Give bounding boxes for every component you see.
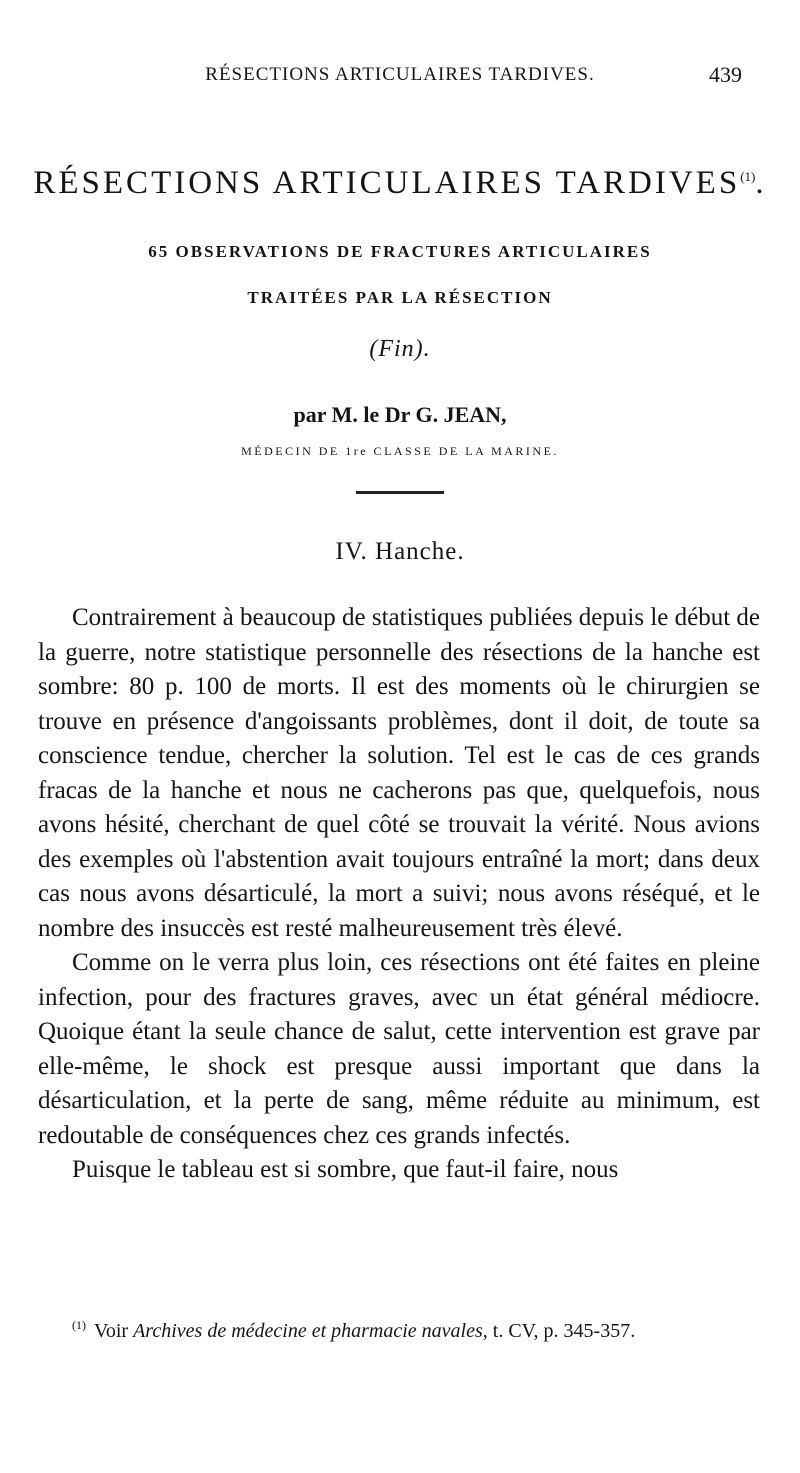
section-heading: IV. Hanche.	[335, 538, 465, 565]
running-head	[0, 62, 800, 92]
paragraph-3: Puisque le tableau est si sombre, que faut-il faire, nous	[72, 1156, 619, 1183]
subtitle-line-3: (Fin).	[369, 336, 431, 362]
footnote-prefix: Voir	[94, 1320, 129, 1342]
page-number: 439	[709, 62, 742, 87]
subtitle-line-1: 65 OBSERVATIONS DE FRACTURES ARTICULAIRES	[148, 242, 652, 261]
paragraph-1: Contrairement à beaucoup de statistiques publiées depuis le début de la guerre, notre statistique personnelle des résections de la hanche est sombre: 80 p. 100 de morts. Il est des moments où le chirurgien se trouve en présence d'angoissants problèmes, dont il doit, de toute sa conscience tendue, chercher la solution. Tel est le cas de ces grands fracas de la hanche et nous ne cacherons pas que, quelquefois, nous avons hésité, cherchant de quel côté se trouvait la vérité. Nous avions des exemples où l'abstention avait toujours entraîné la mort; dans deux cas nous avons désarticulé, la mort a suivi; nous avons réséqué, et le nombre des insuccès est resté malheureusement très élevé.	[38, 604, 761, 942]
running-title: RÉSECTIONS ARTICULAIRES TARDIVES.	[205, 64, 595, 85]
subtitle-line-2: TRAITÉES PAR LA RÉSECTION	[247, 288, 553, 307]
author-byline: par M. le Dr G. JEAN,	[293, 402, 507, 427]
footnote	[72, 1318, 772, 1343]
footnote-journal: Archives de médecine et pharmacie navales	[133, 1320, 483, 1342]
paragraph-2: Comme on le verra plus loin, ces résections ont été faites en pleine infection, pour des fractures graves, avec un état général médiocre. Quoique étant la seule chance de salut, cette intervention est grave par elle-même, le shock est presque aussi important que dans la désarticulation, et la perte de sang, même réduite au minimum, est redoutable de conséquences chez ces grands infectés.	[38, 949, 760, 1149]
article-title-text: RÉSECTIONS ARTICULAIRES TARDIVES	[33, 165, 741, 201]
author-affiliation: MÉDECIN DE 1re CLASSE DE LA MARINE.	[241, 444, 559, 458]
footnote-mark: (1)	[72, 1318, 86, 1332]
article-title: RÉSECTIONS ARTICULAIRES TARDIVES$^{(1)}$.	[33, 165, 767, 201]
body-text	[38, 601, 760, 1188]
title-separator-rule	[356, 491, 444, 494]
title-footnote-mark: (1)	[740, 169, 756, 184]
footnote-reference: , t. CV, p. 345-357.	[482, 1320, 636, 1342]
